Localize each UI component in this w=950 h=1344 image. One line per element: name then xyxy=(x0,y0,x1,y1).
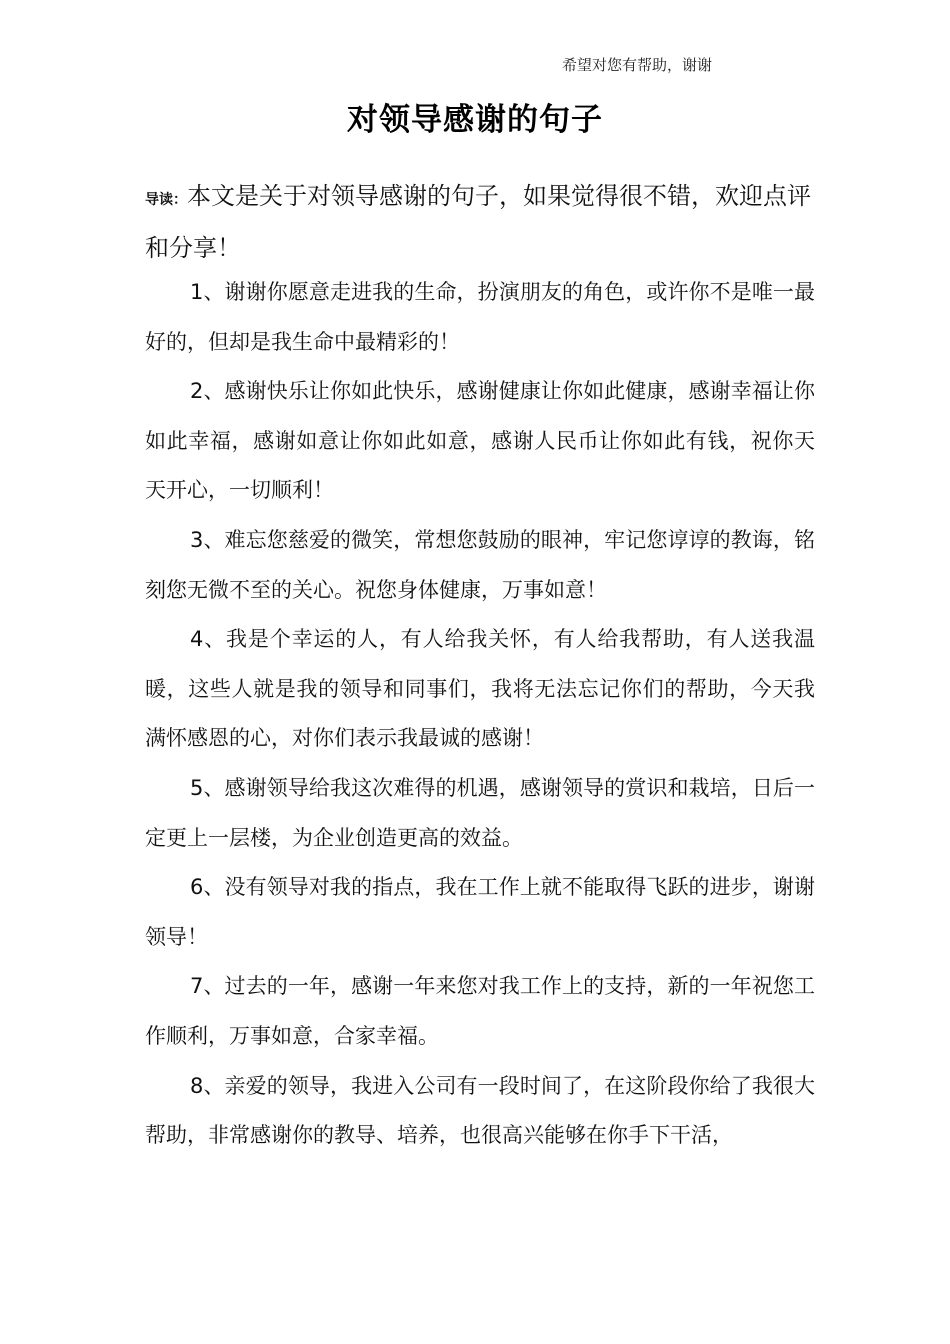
paragraph-5: 5、感谢领导给我这次难得的机遇，感谢领导的赏识和栽培，日后一定更上一层楼，为企业创造更高的效益。 xyxy=(145,775,815,850)
intro-paragraph xyxy=(145,172,813,272)
paragraph-1: 1、谢谢你愿意走进我的生命，扮演朋友的角色，或许你不是唯一最好的，但却是我生命中最精彩的！ xyxy=(145,280,815,354)
paragraph-4: 4、我是个幸运的人，有人给我关怀，有人给我帮助，有人送我温暖，这些人就是我的领导和同事们，我将无法忘记你们的帮助，今天我满怀感恩的心，对你们表示我最诚的感谢！ xyxy=(145,627,815,751)
paragraph-3: 3、难忘您慈爱的微笑，常想您鼓励的眼神，牢记您谆谆的教诲，铭刻您无微不至的关心。祝您身体健康，万事如意！ xyxy=(145,527,815,602)
paragraph-2: 2、感谢快乐让你如此快乐，感谢健康让你如此健康，感谢幸福让你如此幸福，感谢如意让你如此如意，感谢人民币让你如此有钱，祝你天天开心，一切顺利！ xyxy=(145,379,815,503)
paragraph-8: 8、亲爱的领导，我进入公司有一段时间了，在这阶段你给了我很大帮助，非常感谢你的教导、培养，也很高兴能够在你手下干活， xyxy=(145,1073,815,1148)
header-note: 希望对您有帮助，谢谢 xyxy=(562,56,713,74)
paragraph-6: 6、没有领导对我的指点，我在工作上就不能取得飞跃的进步，谢谢领导！ xyxy=(145,875,815,949)
article-body xyxy=(145,268,815,1161)
paragraph-7: 7、过去的一年，感谢一年来您对我工作上的支持，新的一年祝您工作顺利，万事如意，合家幸福。 xyxy=(145,974,815,1048)
intro-text: 本文是关于对领导感谢的句子，如果觉得很不错，欢迎点评和分享！ xyxy=(145,182,811,262)
intro-label: 导读： xyxy=(145,192,187,208)
page-title: 对领导感谢的句子 xyxy=(347,102,603,138)
